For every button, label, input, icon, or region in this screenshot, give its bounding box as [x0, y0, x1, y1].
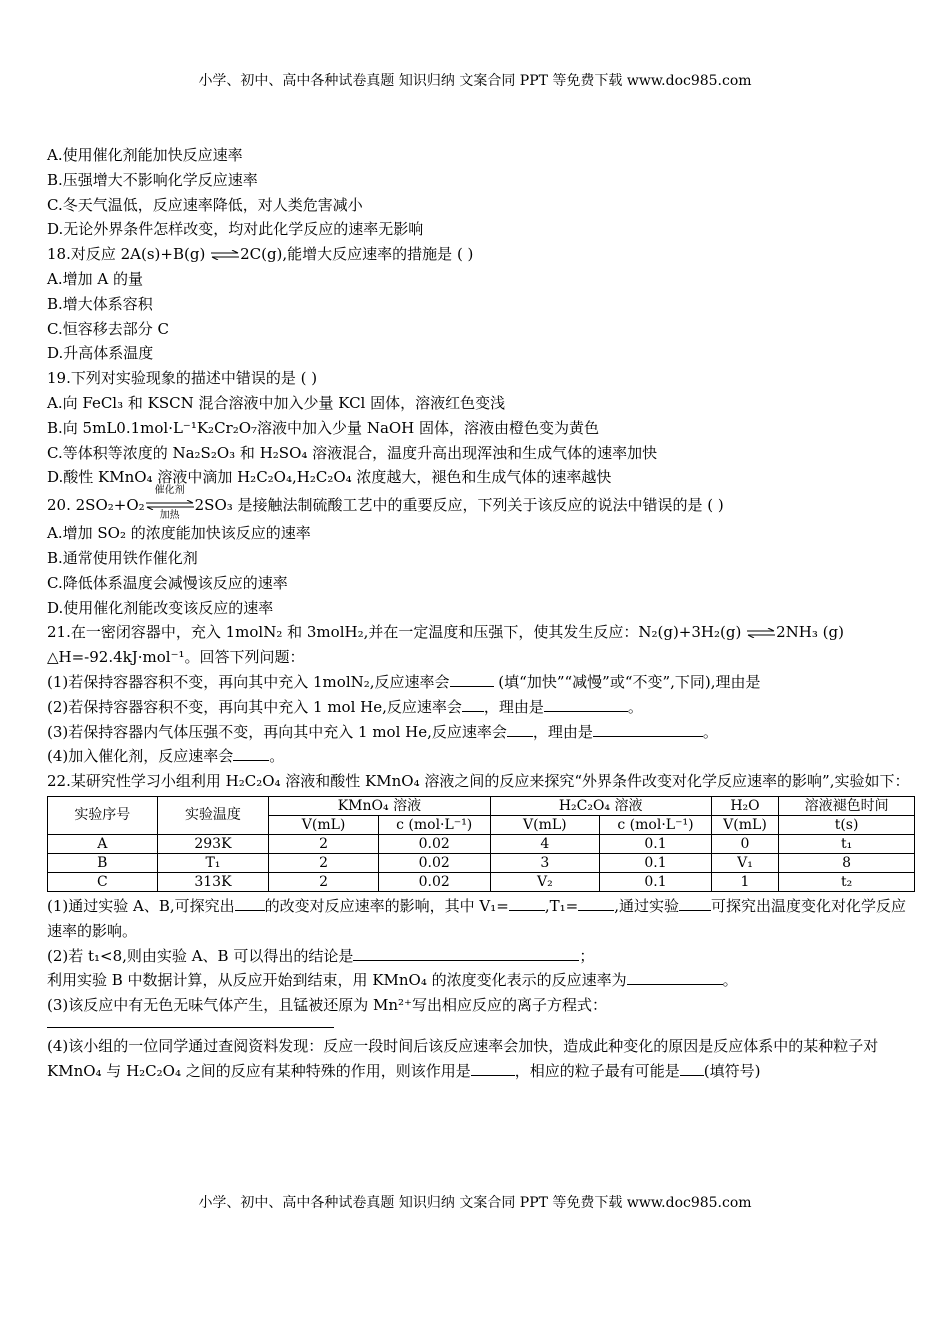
document-body: [47, 143, 915, 1084]
subheader-c1: c (mol·L⁻¹): [378, 815, 490, 834]
subheader-v2: V(mL): [490, 815, 600, 834]
q22-part1-e: 可探究出温度变化对化学反应速率的影响。: [47, 896, 906, 940]
table-cell: T₁: [157, 853, 269, 872]
header-seq: 实验序号: [48, 796, 158, 834]
subheader-c2: c (mol·L⁻¹): [600, 815, 712, 834]
q22-part2b-text: 利用实验 B 中数据计算，从反应开始到结束，用 KMnO₄ 的浓度变化表示的反应速率为: [47, 971, 627, 990]
table-cell: 3: [490, 853, 600, 872]
q21-part4: [47, 744, 915, 769]
q18-option-c: C.恒容移去部分 C: [47, 319, 169, 338]
header-h2c2o4: H₂C₂O₄ 溶液: [490, 796, 711, 815]
table-cell: C: [48, 872, 158, 891]
q20-option-a: A.增加 SO₂ 的浓度能加快该反应的速率: [47, 524, 311, 543]
q18-option-d: D.升高体系温度: [47, 344, 154, 363]
q20-stem-after: 2SO₃ 是接触法制硫酸工艺中的重要反应，下列关于该反应的说法中错误的是 ( ): [194, 496, 724, 515]
catalyst-equilibrium-arrow: [145, 485, 195, 522]
answer-blank[interactable]: [471, 1061, 515, 1076]
table-cell: 293K: [157, 834, 269, 853]
q22-part3: (3)该反应中有无色无味气体产生，且锰被还原为 Mn²⁺写出相应反应的离子方程式：: [47, 996, 607, 1015]
q22-part4-mid: ，相应的粒子最有可能是: [514, 1061, 680, 1080]
q17-option-a: A.使用催化剂能加快反应速率: [47, 146, 243, 164]
q18-option-a: A.增加 A 的量: [47, 269, 143, 288]
table-cell: A: [48, 834, 158, 853]
q21-part1: [47, 670, 915, 695]
q22-part2-end: ；: [579, 946, 595, 965]
q21-part1-text: (1)若保持容器容积不变，再向其中充入 1molN₂,反应速率会: [47, 672, 450, 691]
answer-blank[interactable]: [680, 1061, 704, 1076]
subheader-t: t(s): [779, 815, 915, 834]
answer-blank[interactable]: [233, 746, 269, 761]
experiment-table: [47, 796, 915, 892]
page-footer: 小学、初中、高中各种试卷真题 知识归纳 文案合同 PPT 等免费下载 www.doc985.com: [198, 1195, 752, 1211]
table-cell: 0.1: [600, 872, 712, 891]
header-temp: 实验温度: [157, 796, 269, 834]
q22-part4-end: (填符号): [703, 1061, 761, 1080]
q17-option-c: C.冬天气温低，反应速率降低，对人类危害减小: [47, 195, 363, 214]
q21-part2-mid: ，理由是: [483, 697, 544, 716]
q20-stem: [47, 485, 915, 522]
q19-option-a: A.向 FeCl₃ 和 KSCN 混合溶液中加入少量 KCl 固体，溶液红色变浅: [47, 393, 506, 412]
table-cell: 4: [490, 834, 600, 853]
answer-blank[interactable]: [462, 697, 484, 712]
q20-option-b: B.通常使用铁作催化剂: [47, 548, 198, 567]
table-cell: V₁: [711, 853, 778, 872]
q21-stem-line2: △H=-92.4kJ·mol⁻¹。回答下列问题：: [47, 648, 305, 667]
q17-option-d: D.无论外界条件怎样改变，均对此化学反应的速率无影响: [47, 220, 424, 239]
q22-part2b: [47, 968, 915, 993]
table-cell: 0: [711, 834, 778, 853]
subheader-v1: V(mL): [269, 815, 379, 834]
table-cell: 2: [269, 834, 379, 853]
table-cell: 8: [779, 853, 915, 872]
table-cell: 0.02: [378, 853, 490, 872]
table-cell: 1: [711, 872, 778, 891]
q21-part2-text: (2)若保持容器容积不变，再向其中充入 1 mol He,反应速率会: [47, 697, 462, 716]
table-row: [48, 872, 915, 891]
q21-part3-mid: ，理由是: [532, 722, 593, 741]
table-row: [48, 834, 915, 853]
table-cell: 0.1: [600, 834, 712, 853]
q22-part1-c: ,T₁=: [544, 896, 579, 915]
q22-part4: [47, 1034, 915, 1084]
q22-part2b-end: 。: [722, 971, 738, 990]
header-kmno4: KMnO₄ 溶液: [269, 796, 490, 815]
table-cell: t₁: [779, 834, 915, 853]
table-cell: 0.1: [600, 853, 712, 872]
q21-part4-text: (4)加入催化剂，反应速率会: [47, 747, 234, 766]
table-cell: 2: [269, 872, 379, 891]
q19-option-c: C.等体积等浓度的 Na₂S₂O₃ 和 H₂SO₄ 溶液混合，温度升高出现浑浊和生成气体的速率加快: [47, 443, 658, 462]
q21-part3-text: (3)若保持容器内气体压强不变，再向其中充入 1 mol He,反应速率会: [47, 722, 507, 741]
q21-part2: [47, 695, 915, 720]
q21-stem-after: 2NH₃ (g): [776, 623, 844, 642]
catalyst-label: 催化剂: [154, 485, 185, 497]
q22-stem: 22.某研究性学习小组利用 H₂C₂O₄ 溶液和酸性 KMnO₄ 溶液之间的反应来探究“外界条件改变对化学反应速率的影响”,实验如下：: [47, 772, 910, 791]
heating-label: 加热: [159, 510, 180, 522]
table-cell: V₂: [490, 872, 600, 891]
q18-stem-before: 18.对反应 2A(s)+B(g): [47, 245, 211, 264]
q21-part3-end: 。: [702, 722, 718, 741]
equilibrium-arrow-icon: [210, 250, 240, 260]
page-header: 小学、初中、高中各种试卷真题 知识归纳 文案合同 PPT 等免费下载 www.doc985.com: [198, 73, 752, 89]
answer-line[interactable]: [47, 1027, 334, 1028]
q19-stem: 19.下列对实验现象的描述中错误的是 ( ): [47, 369, 318, 388]
q19-option-d: D.酸性 KMnO₄ 溶液中滴加 H₂C₂O₄,H₂C₂O₄ 浓度越大，褪色和生成气体的速率越快: [47, 468, 612, 487]
q20-option-d: D.使用催化剂能改变该反应的速率: [47, 598, 274, 617]
q21-part1-text-after: (填“加快”“减慢”或“不变”,下同),理由是: [493, 672, 761, 691]
equilibrium-arrow-icon: [145, 500, 195, 510]
q18-option-b: B.增大体系容积: [47, 294, 153, 313]
table-header-row: [48, 796, 915, 815]
q20-stem-before: 20. 2SO₂+O₂: [47, 496, 145, 515]
table-row: [48, 853, 915, 872]
answer-blank[interactable]: [353, 946, 579, 961]
q19-option-b: B.向 5mL0.1mol·L⁻¹K₂Cr₂O₇溶液中加入少量 NaOH 固体，溶液由橙色变为黄色: [47, 418, 600, 437]
q22-part1-b: 的改变对反应速率的影响，其中 V₁=: [264, 896, 509, 915]
answer-blank[interactable]: [235, 896, 265, 911]
header-h2o: H₂O: [711, 796, 778, 815]
q21-stem-line1: [47, 620, 915, 645]
q20-option-c: C.降低体系温度会减慢该反应的速率: [47, 573, 288, 592]
q22-part4-text: (4)该小组的一位同学通过查阅资料发现：反应一段时间后该反应速率会加快，造成此种变化的原因是反应体系中的某种粒子对 KMnO₄ 与 H₂C₂O₄ 之间的反应有某种特殊的作用，则该作用是: [47, 1036, 879, 1080]
table-cell: t₂: [779, 872, 915, 891]
subheader-v3: V(mL): [711, 815, 778, 834]
table-cell: 0.02: [378, 872, 490, 891]
q22-part1: [47, 894, 915, 944]
q18-stem: [47, 242, 915, 267]
table-cell: B: [48, 853, 158, 872]
q22-part1-d: ,通过实验: [614, 896, 679, 915]
header-time: 溶液褪色时间: [779, 796, 915, 815]
table-cell: 0.02: [378, 834, 490, 853]
q21-part2-end: 。: [627, 697, 643, 716]
answer-blank[interactable]: [627, 970, 723, 985]
q21-part3: [47, 720, 915, 745]
q17-option-b: B.压强增大不影响化学反应速率: [47, 170, 258, 189]
answer-blank[interactable]: [679, 896, 711, 911]
table-cell: 2: [269, 853, 379, 872]
equilibrium-arrow-icon: [746, 628, 776, 638]
answer-blank[interactable]: [450, 672, 494, 687]
answer-blank[interactable]: [593, 722, 703, 737]
q18-stem-after: 2C(g),能增大反应速率的措施是 ( ): [240, 245, 474, 264]
q22-part1-a: (1)通过实验 A、B,可探究出: [47, 896, 235, 915]
q22-part2: [47, 944, 915, 969]
table-cell: 313K: [157, 872, 269, 891]
answer-blank[interactable]: [544, 697, 628, 712]
q22-part2-text: (2)若 t₁<8,则由实验 A、B 可以得出的结论是: [47, 946, 354, 965]
answer-blank[interactable]: [578, 896, 614, 911]
answer-blank[interactable]: [509, 896, 545, 911]
answer-blank[interactable]: [507, 722, 533, 737]
q21-part4-end: 。: [269, 747, 285, 766]
q21-stem-before: 21.在一密闭容器中，充入 1molN₂ 和 3molH₂,并在一定温度和压强下，使其发生反应：N₂(g)+3H₂(g): [47, 623, 747, 642]
